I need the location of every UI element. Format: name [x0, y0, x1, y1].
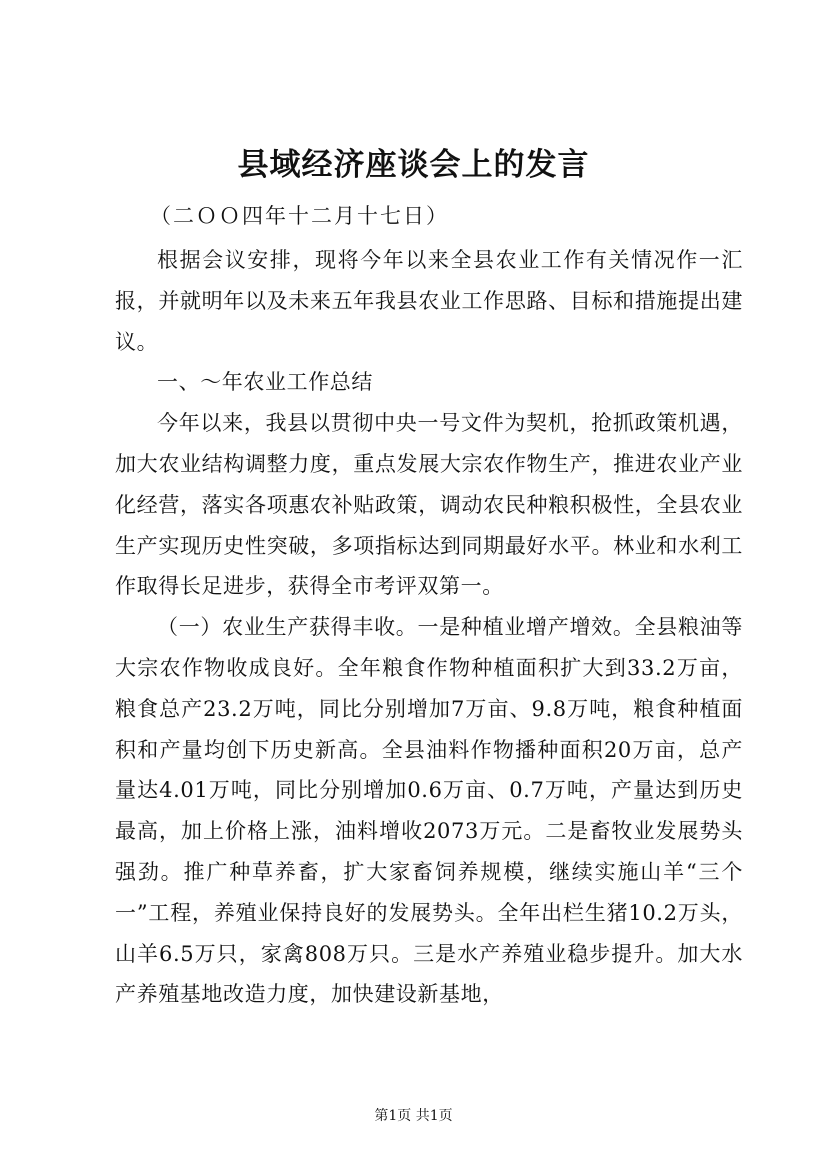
section-heading: 一、～年农业工作总结 [157, 370, 373, 395]
paragraph-summary: 今年以来，我县以贯彻中央一号文件为契机，抢抓政策机遇，加大农业结构调整力度，重点发展大宗农作物生产，推进农业产业化经营，落实各项惠农补贴政策，调动农民种粮积极性，全县农业生产实现历史性突破，多项指标达到同期最好水平。林业和水利工作取得长足进步，获得全市考评双第一。 [115, 411, 743, 599]
paragraph-intro: 根据会议安排，现将今年以来全县农业工作有关情况作一汇报，并就明年以及未来五年我县农业工作思路、目标和措施提出建议。 [115, 248, 743, 354]
document-date: （二ＯＯ四年十二月十七日） [150, 204, 449, 228]
document-title: 县域经济座谈会上的发言 [237, 147, 590, 183]
page-footer: 第1页 共1页 [374, 1108, 453, 1124]
paragraph-harvest: （一）农业生产获得丰收。一是种植业增产增效。全县粮油等大宗农作物收成良好。全年粮食作物种植面积扩大到33.2万亩，粮食总产23.2万吨，同比分别增加7万亩、9.8万吨，粮食种植面积和产量均创下历史新高。全县油料作物播种面积20万亩，总产量达4.01万吨，同比分别增加0.6万亩、0.7万吨，产量达到历史最高，加上价格上涨，油料增收2073万元。二是畜牧业发展势头强劲。推广种草养畜，扩大家畜饲养规模，继续实施山羊“三个一”工程，养殖业保持良好的发展势头。全年出栏生猪10.2万头，山羊6.5万只，家禽808万只。三是水产养殖业稳步提升。加大水产养殖基地改造力度，加快建设新基地， [115, 615, 743, 1007]
document-body [115, 240, 743, 1015]
